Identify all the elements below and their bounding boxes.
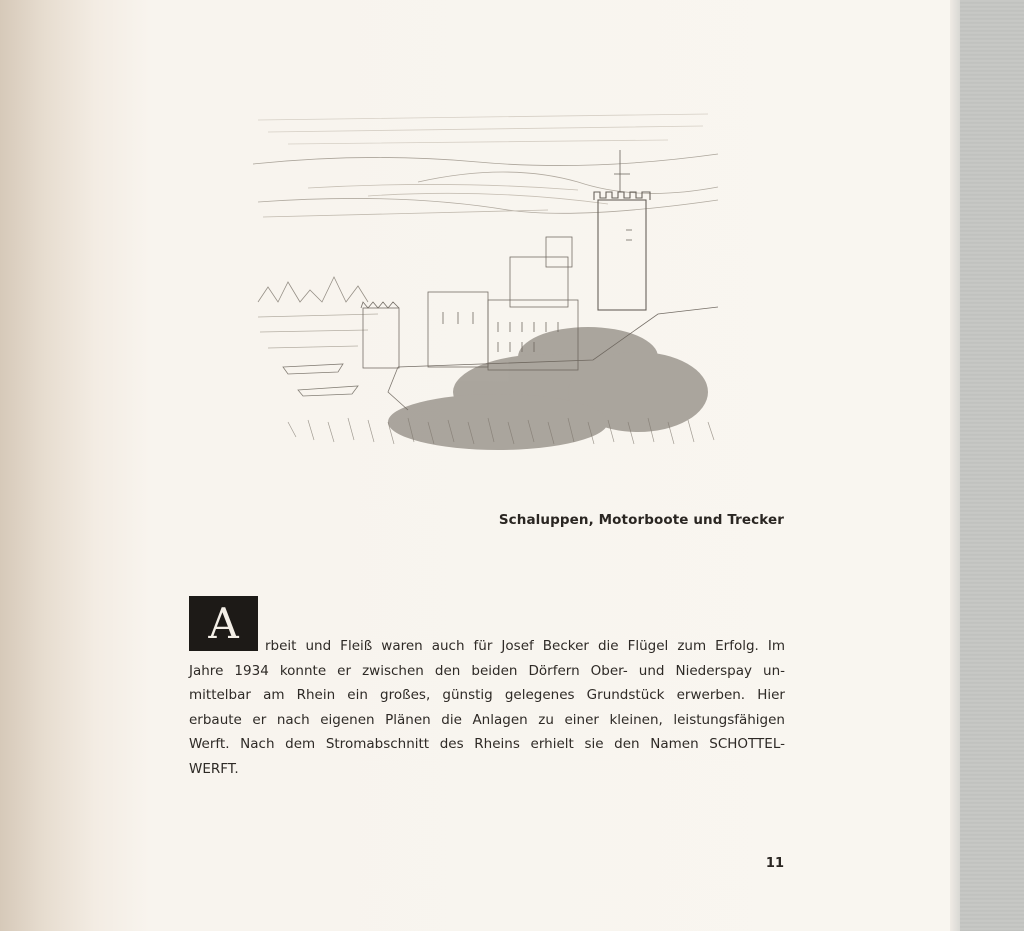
page-edge xyxy=(950,0,960,931)
castle-sketch-illustration xyxy=(248,92,720,464)
body-paragraph xyxy=(189,634,785,782)
page-number: 11 xyxy=(765,856,784,871)
paragraph-line: erbaute er nach eigenen Plänen die Anlagen zu einer kleinen, leistungsfähigen xyxy=(189,711,785,728)
paragraph-line: WERFT. xyxy=(189,760,239,777)
paragraph-line: rbeit und Fleiß waren auch für Josef Becker die Flügel zum Erfolg. Im xyxy=(265,638,785,654)
drop-cap: A xyxy=(189,596,258,651)
scanner-background xyxy=(960,0,1024,931)
paragraph-line: Werft. Nach dem Stromabschnitt des Rheins erhielt sie den Namen SCHOTTEL- xyxy=(189,736,785,753)
section-caption: Schaluppen, Motorboote und Trecker xyxy=(498,512,784,528)
paragraph-line: mittelbar am Rhein ein großes, günstig gelegenes Grundstück erwerben. Hier xyxy=(189,687,785,704)
paragraph-line: Jahre 1934 konnte er zwischen den beiden Dörfern Ober- und Niederspay un- xyxy=(189,662,785,679)
